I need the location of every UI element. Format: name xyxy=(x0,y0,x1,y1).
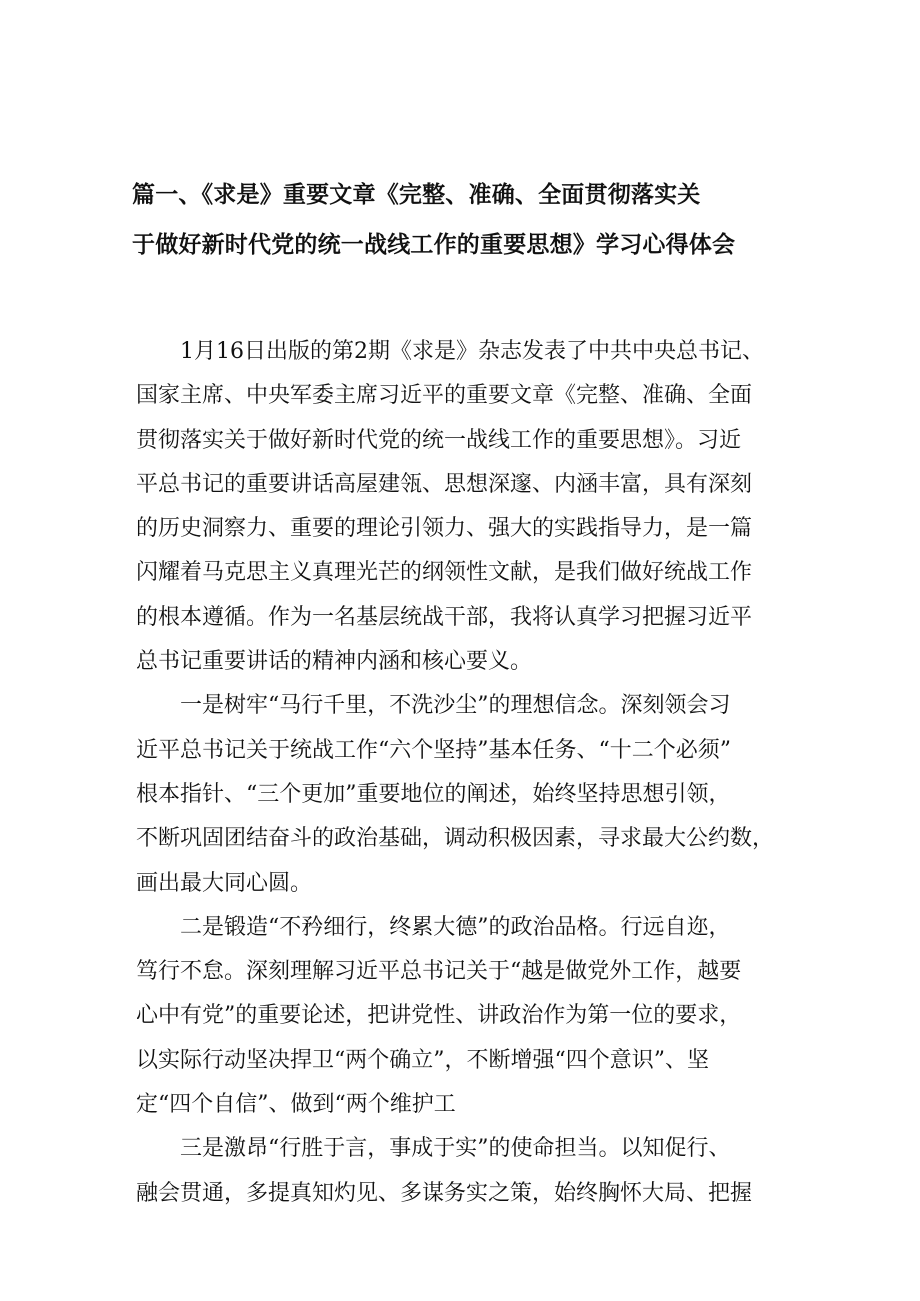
text-line: 根本指针、“三个更加”重要地位的阐述，始终坚持思想引领， xyxy=(136,781,731,807)
title-line-1: 篇一、《求是》重要文章《完整、准确、全面贯彻落实关 xyxy=(132,182,701,208)
text-line: 闪耀着马克思主义真理光芒的纲领性文献，是我们做好统战工作 xyxy=(136,560,753,586)
document-title xyxy=(132,170,792,270)
paragraph-3 xyxy=(136,906,786,1127)
text-line: 1月16日出版的第2期《求是》杂志发表了中共中央总书记、 xyxy=(180,339,764,364)
text-line: 近平总书记关于统战工作“六个坚持”基本任务、“十二个必须” xyxy=(136,737,731,763)
text-line: 不断巩固团结奋斗的政治基础，调动积极因素，寻求最大公约数， xyxy=(136,826,775,852)
title-line-2: 于做好新时代党的统一战线工作的重要思想》学习心得体会 xyxy=(132,232,736,258)
text-line: 总书记重要讲话的精神内涵和核心要义。 xyxy=(136,649,533,675)
text-line: 笃行不怠。深刻理解习近平总书记关于“越是做党外工作，越要 xyxy=(136,959,742,985)
text-line: 二是锻造“不矜细行，终累大德”的政治品格。行远自迩， xyxy=(180,914,731,940)
paragraph-4 xyxy=(136,1127,786,1216)
text-line: 一是树牢“马行千里，不洗沙尘”的理想信念。深刻领会习 xyxy=(180,693,731,719)
text-line: 国家主席、中央军委主席习近平的重要文章《完整、准确、全面 xyxy=(136,383,753,409)
text-line: 贯彻落实关于做好新时代党的统一战线工作的重要思想》。习近 xyxy=(136,427,742,453)
document-body xyxy=(136,330,786,1216)
text-line: 融会贯通，多提真知灼见、多谋务实之策，始终胸怀大局、把握 xyxy=(136,1180,753,1206)
text-line: 定“四个自信”、做到“两个维护工 xyxy=(136,1092,456,1118)
paragraph-1 xyxy=(136,330,786,684)
text-line: 以实际行动坚决捍卫“两个确立”，不断增强“四个意识”、坚 xyxy=(136,1047,709,1073)
text-line: 画出最大同心圆。 xyxy=(136,870,313,896)
text-line: 的历史洞察力、重要的理论引领力、强大的实践指导力，是一篇 xyxy=(136,516,753,542)
text-line: 的根本遵循。作为一名基层统战干部，我将认真学习把握习近平 xyxy=(136,604,753,630)
text-line: 平总书记的重要讲话高屋建瓴、思想深邃、内涵丰富，具有深刻 xyxy=(136,471,753,497)
paragraph-2 xyxy=(136,684,786,905)
text-line: 心中有党”的重要论述，把讲党性、讲政治作为第一位的要求， xyxy=(136,1003,742,1029)
text-line: 三是激昂“行胜于言，事成于实”的使命担当。以知促行、 xyxy=(180,1136,731,1162)
